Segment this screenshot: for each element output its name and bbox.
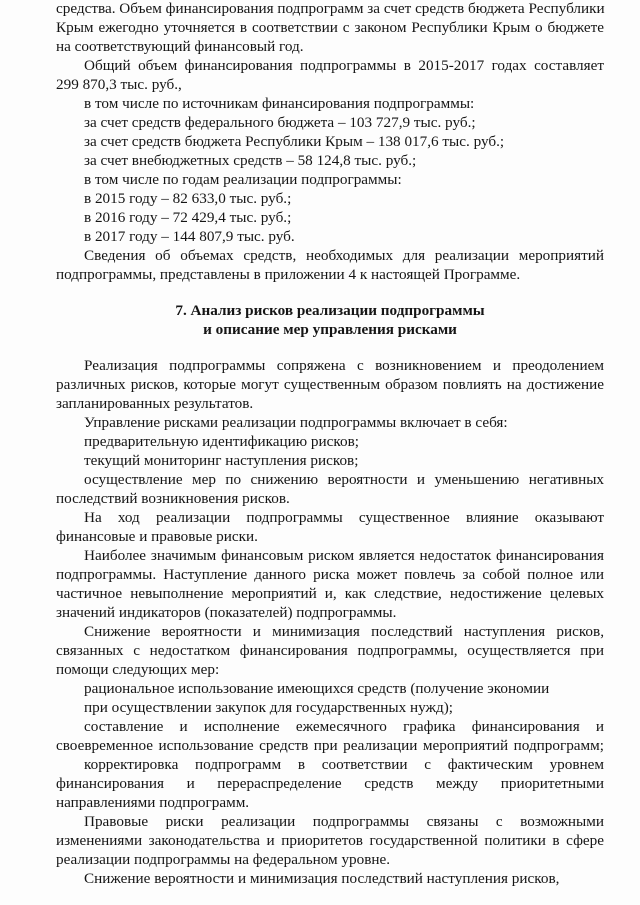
section-heading: и описание мер управления рисками [203,321,457,338]
text-line: за счет средств бюджета Республики Крым – 138 017,6 тыс. руб.; [84,133,505,150]
text-line: подпрограммы, представлены в приложении 4 к настоящей Программе. [56,266,521,283]
text-line: текущий мониторинг наступления рисков; [84,452,359,469]
text-line: при осуществлении закупок для государственных нужд); [84,699,454,716]
text-line: направлениями подпрограмм. [56,794,250,811]
text-line: Снижение вероятности и минимизация последствий наступления рисков, [84,623,604,640]
text-line: Реализация подпрограммы сопряжена с возникновением и преодолением [84,357,604,374]
section-heading: 7. Анализ рисков реализации подпрограммы [175,302,485,319]
text-line: Управление рисками реализации подпрограммы включает в себя: [84,414,508,431]
text-line: 299 870,3 тыс. руб., [56,76,182,93]
text-line: за счет средств федерального бюджета – 103 727,9 тыс. руб.; [84,114,476,131]
text-line: Правовые риски реализации подпрограммы связаны с возможными [84,813,604,830]
text-line: средства. Объем финансирования подпрограмм за счет средств бюджета Республики [56,0,605,17]
text-line: составление и исполнение ежемесячного графика финансирования и [84,718,604,735]
text-line: реализации подпрограммы на федеральном уровне. [56,851,391,868]
text-line: Крым ежегодно уточняется в соответствии с законом Республики Крым о бюджете [56,19,604,36]
text-line: в 2016 году – 72 429,4 тыс. руб.; [84,209,292,226]
text-line: своевременное использование средств при реализации мероприятий подпрограмм; [56,737,604,754]
text-line: рациональное использование имеющихся средств (получение экономии [84,680,550,697]
text-line: На ход реализации подпрограммы существенное влияние оказывают [84,509,604,526]
text-line: в том числе по годам реализации подпрограммы: [84,171,402,188]
text-line: в 2017 году – 144 807,9 тыс. руб. [84,228,295,245]
text-line: изменениями законодательства и приоритетов государственной политики в сфере [56,832,604,849]
text-line: финансовые и правовые риски. [56,528,258,545]
text-line: Снижение вероятности и минимизация последствий наступления рисков, [84,870,560,887]
text-line: на соответствующий финансовый год. [56,38,304,55]
text-line: в том числе по источникам финансирования подпрограммы: [84,95,475,112]
text-line: запланированных результатов. [56,395,254,412]
text-line: значений индикаторов (показателей) подпрограммы. [56,604,397,621]
text-line: в 2015 году – 82 633,0 тыс. руб.; [84,190,292,207]
text-line: Наиболее значимым финансовым риском является недостаток финансирования [84,547,604,564]
text-line: различных рисков, которые могут существенным образом повлиять на достижение [56,376,604,393]
text-line: корректировка подпрограмм в соответствии с фактическим уровнем [84,756,604,773]
text-line: связанных с недостатком финансирования подпрограммы, осуществляется при [56,642,604,659]
text-line: Сведения об объемах средств, необходимых для реализации мероприятий [84,247,604,264]
text-line: помощи следующих мер: [56,661,220,678]
text-line: Общий объем финансирования подпрограммы в 2015-2017 годах составляет [84,57,604,74]
text-line: подпрограммы. Наступление данного риска может повлечь за собой полное или [56,566,604,583]
text-line: финансирования и перераспределение средств между приоритетными [56,775,604,792]
text-line: частичное невыполнение мероприятий и, как следствие, недостижение целевых [56,585,604,602]
text-line: последствий возникновения рисков. [56,490,290,507]
text-line: осуществление мер по снижению вероятности и уменьшению негативных [84,471,604,488]
text-line: за счет внебюджетных средств – 58 124,8 тыс. руб.; [84,152,417,169]
text-line: предварительную идентификацию рисков; [84,433,359,450]
